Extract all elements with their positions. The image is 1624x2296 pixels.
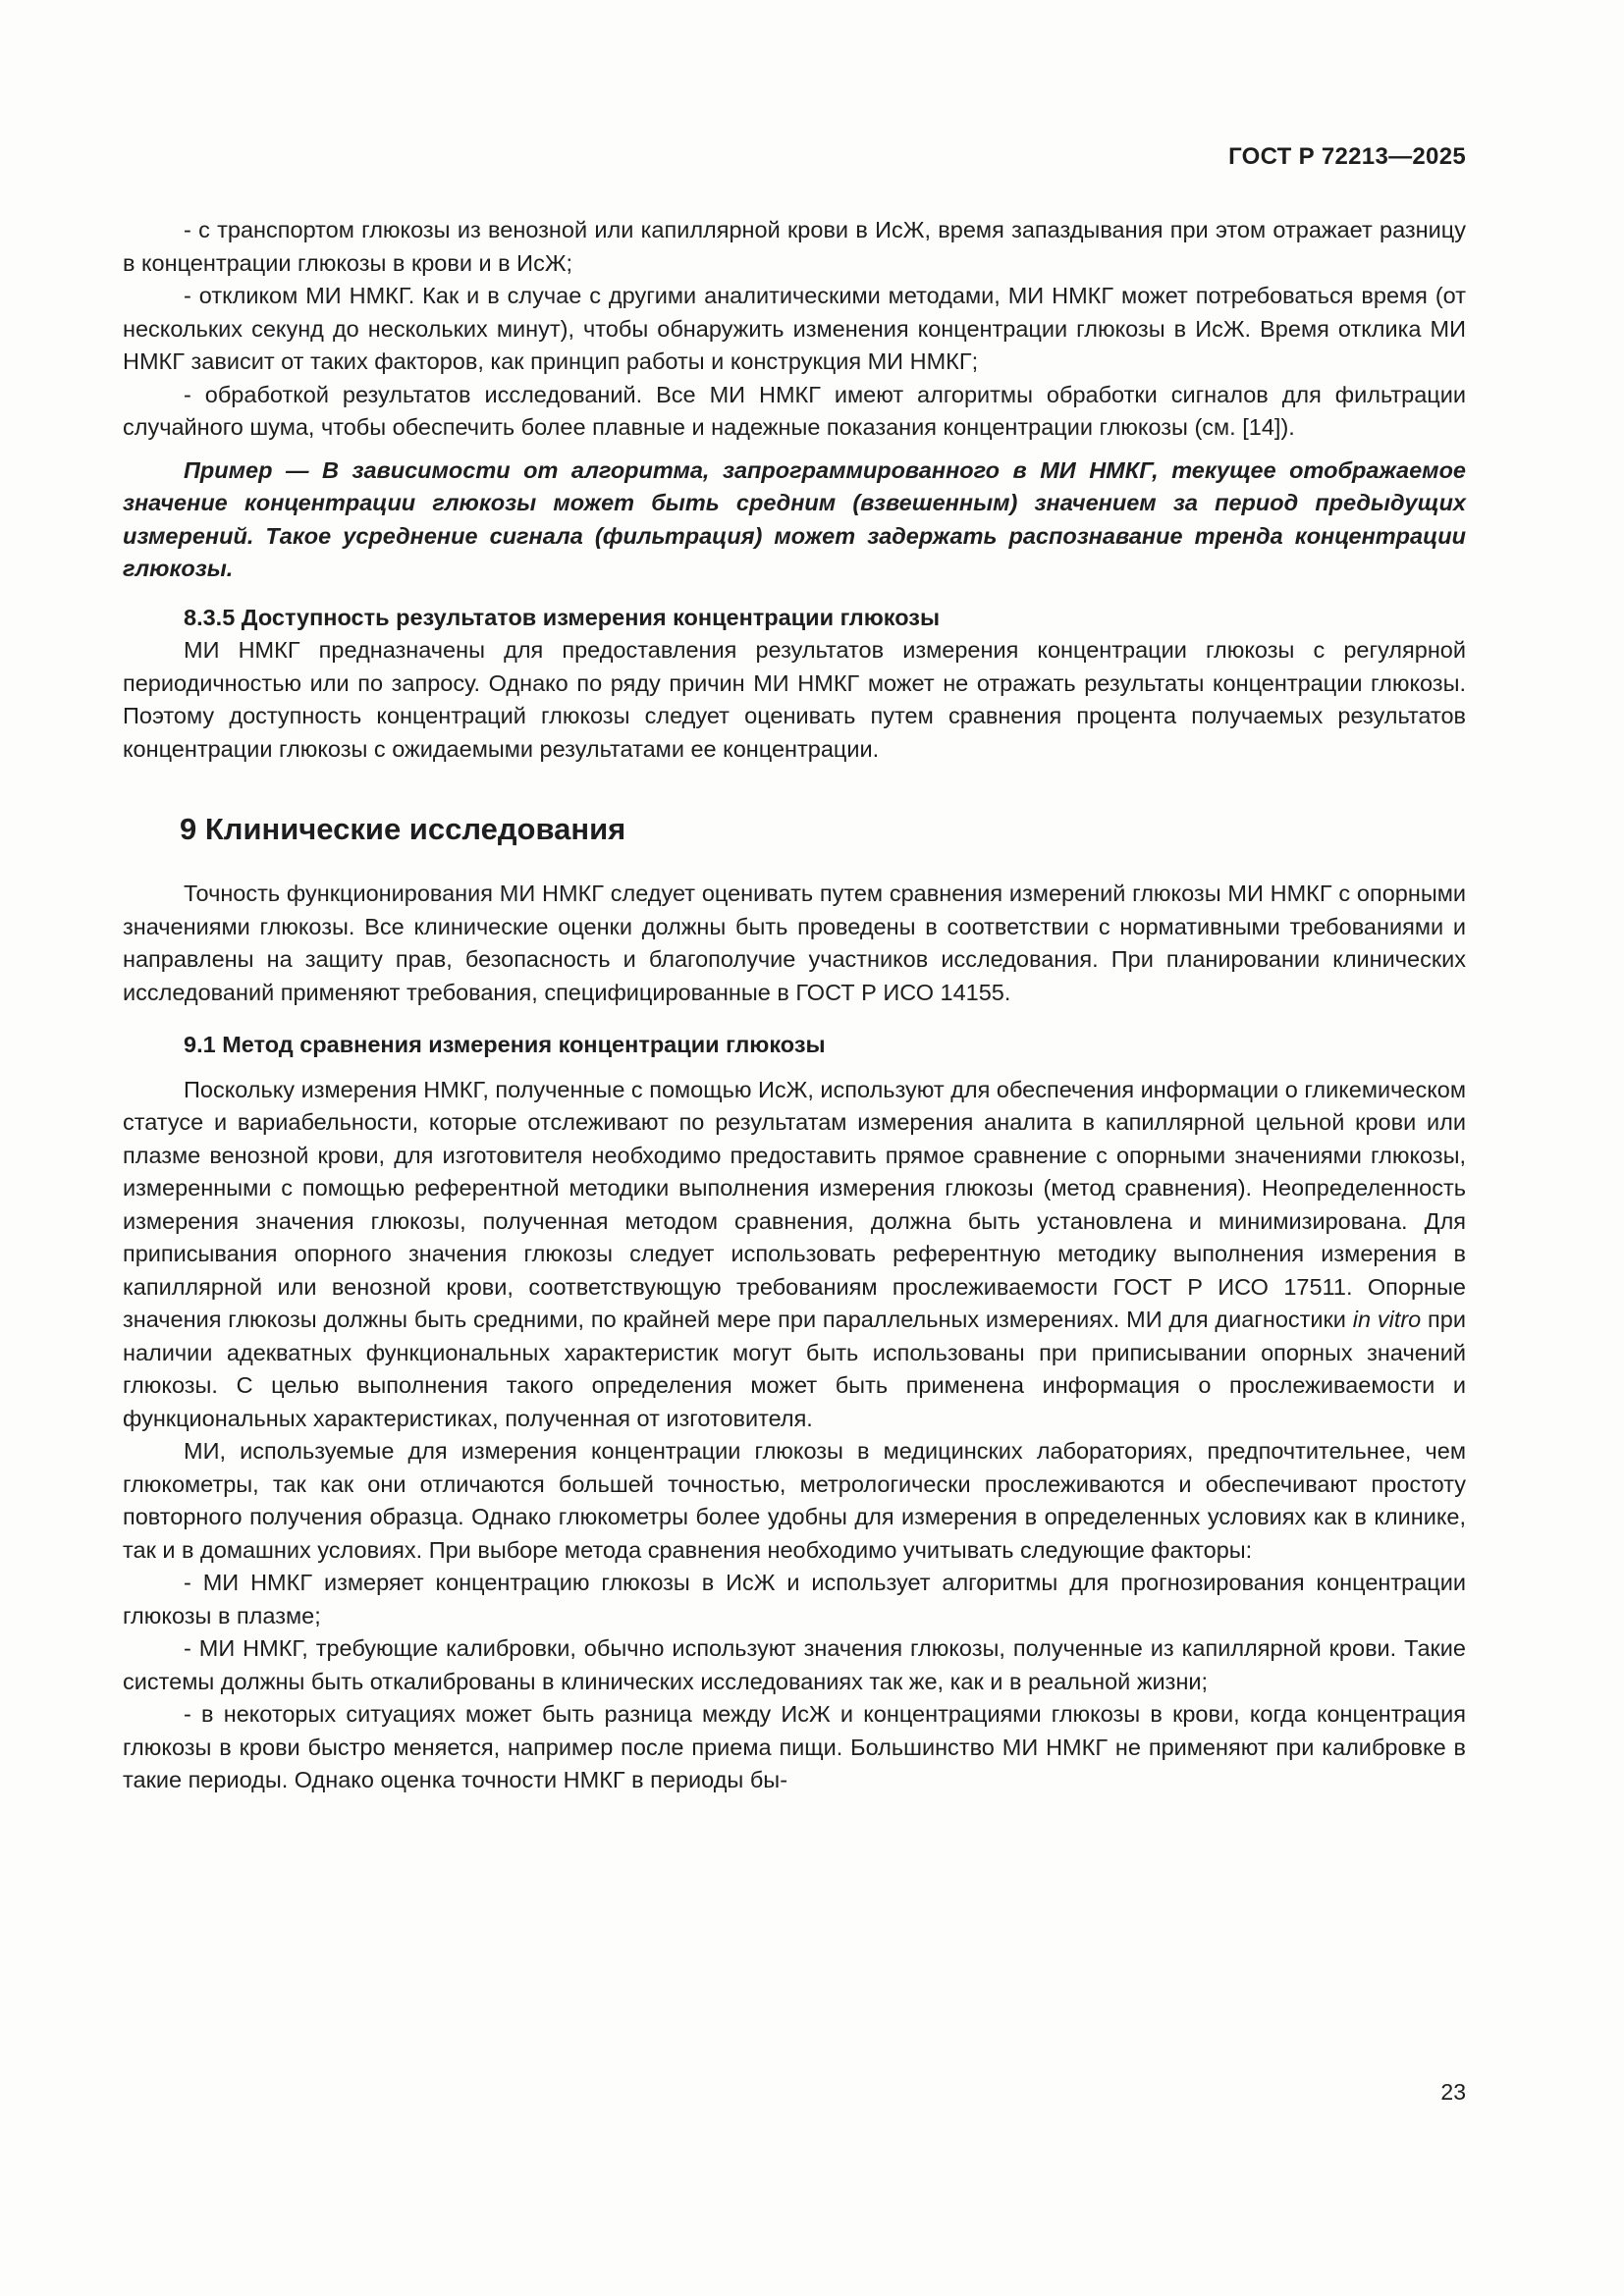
para-clinical-intro: Точность функционирования МИ НМКГ следует оценивать путем сравнения измерений глюкозы МИ НМКГ с опорными значениями глюкозы. Все клинические оценки должны быть проведены в соответствии с нормативными требованиями и направлены на защиту прав, безопасность и благополучие участников исследования. При планировании клинических исследований применяют требования, специфицированные в ГОСТ Р ИСО 14155. [123,881,1466,1005]
section-heading-9: 9 Клинические исследования [180,812,626,846]
bullet-sensor-response: - откликом МИ НМКГ. Как и в случае с другими аналитическими методами, МИ НМКГ может потребоваться время (от нескольких секунд до нескольких минут), чтобы обнаружить изменения концентрации глюкозы в ИсЖ. Время отклика МИ НМКГ зависит от таких факторов, как принцип работы и конструкция МИ НМКГ; [123,283,1466,374]
document-header [123,143,1466,171]
para-comparison-text-pre: Поскольку измерения НМКГ, полученные с помощью ИсЖ, используют для обеспечения информации о гликемическом статусе и вариабельности, которые отслеживают по результатам измерения аналита в капиллярной цельной крови или плазме венозной крови, для изготовителя необходимо предоставить прямое сравнение с опорными значениями глюкозы, измеренными с помощью референтной методики выполнения измерения глюкозы (метод сравнения). Неопределенность измерения значения глюкозы, полученная методом сравнения, должна быть установлена и минимизирована. Для приписывания опорного значения глюкозы следует использовать референтную методику выполнения измерения в капиллярной или венозной крови, соответствующую требованиям прослеживаемости ГОСТ Р ИСО 17511. Опорные значения глюкозы должны быть средними, по крайней мере при параллельных измерениях. МИ для диагностики [123,1076,1466,1332]
bullet-isf-algorithm: - МИ НМКГ измеряет концентрацию глюкозы в ИсЖ и использует алгоритмы для прогнозирования концентрации глюкозы в плазме; [123,1570,1466,1629]
para-comparison-method [123,1074,1466,1436]
para-comparison-text-post: при наличии адекватных функциональных характеристик могут быть использованы при приписывании опорных значений глюкозы. С целью выполнения такого определения может быть применена информация о прослеживаемости и функциональных характеристиках, полученная от изготовителя. [123,1307,1466,1431]
para-availability: МИ НМКГ предназначены для предоставления результатов измерения концентрации глюкозы с регулярной периодичностью или по запросу. Однако по ряду причин МИ НМКГ может не отражать результаты концентрации глюкозы. Поэтому доступность концентраций глюкозы следует оценивать путем сравнения процента получаемых результатов концентрации глюкозы с ожидаемыми результатами ее концентрации. [123,637,1466,762]
bullet-calibration: - МИ НМКГ, требующие калибровки, обычно используют значения глюкозы, полученные из капиллярной крови. Такие системы должны быть откалиброваны в клинических исследованиях так же, как и в реальной жизни; [123,1635,1466,1694]
standard-number: ГОСТ Р 72213—2025 [1228,143,1466,170]
bullet-blood-difference: - в некоторых ситуациях может быть разница между ИсЖ и концентрациями глюкозы в крови, когда концентрация глюкозы в крови быстро меняется, например после приема пищи. Большинство МИ НМКГ не применяют при калибровке в такие периоды. Однако оценка точности НМКГ в периоды бы- [123,1701,1466,1792]
example-note: Пример — В зависимости от алгоритма, запрограммированного в МИ НМКГ, текущее отображаемое значение концентрации глюкозы может быть средним (взвешенным) значением за период предыдущих измерений. Такое усреднение сигнала (фильтрация) может задержать распознавание тренда концентрации глюкозы. [123,456,1466,581]
page-footer [123,2079,1466,2106]
document-body [123,214,1466,1797]
bullet-signal-processing: - обработкой результатов исследований. Все МИ НМКГ имеют алгоритмы обработки сигналов для фильтрации случайного шума, чтобы обеспечить более плавные и надежные показания концентрации глюкозы (см. [14]). [123,381,1466,440]
para-laboratory-devices: МИ, используемые для измерения концентрации глюкозы в медицинских лабораториях, предпочтительнее, чем глюкометры, так как они отличаются большей точностью, метрологически прослеживаются и обеспечивают простоту повторного получения образца. Однако глюкометры более удобны для измерения в определенных условиях как в клинике, так и в домашних условиях. При выборе метода сравнения необходимо учитывать следующие факторы: [123,1438,1466,1563]
bullet-transport-delay: - с транспортом глюкозы из венозной или капиллярной крови в ИсЖ, время запаздывания при этом отражает разницу в концентрации глюкозы в крови и в ИсЖ; [123,217,1466,276]
heading-8-3-5: 8.3.5 Доступность результатов измерения концентрации глюкозы [184,604,941,630]
heading-9-1: 9.1 Метод сравнения измерения концентрации глюкозы [184,1032,826,1057]
in-vitro-term: in vitro [1352,1307,1422,1332]
page-number: 23 [1440,2079,1466,2105]
